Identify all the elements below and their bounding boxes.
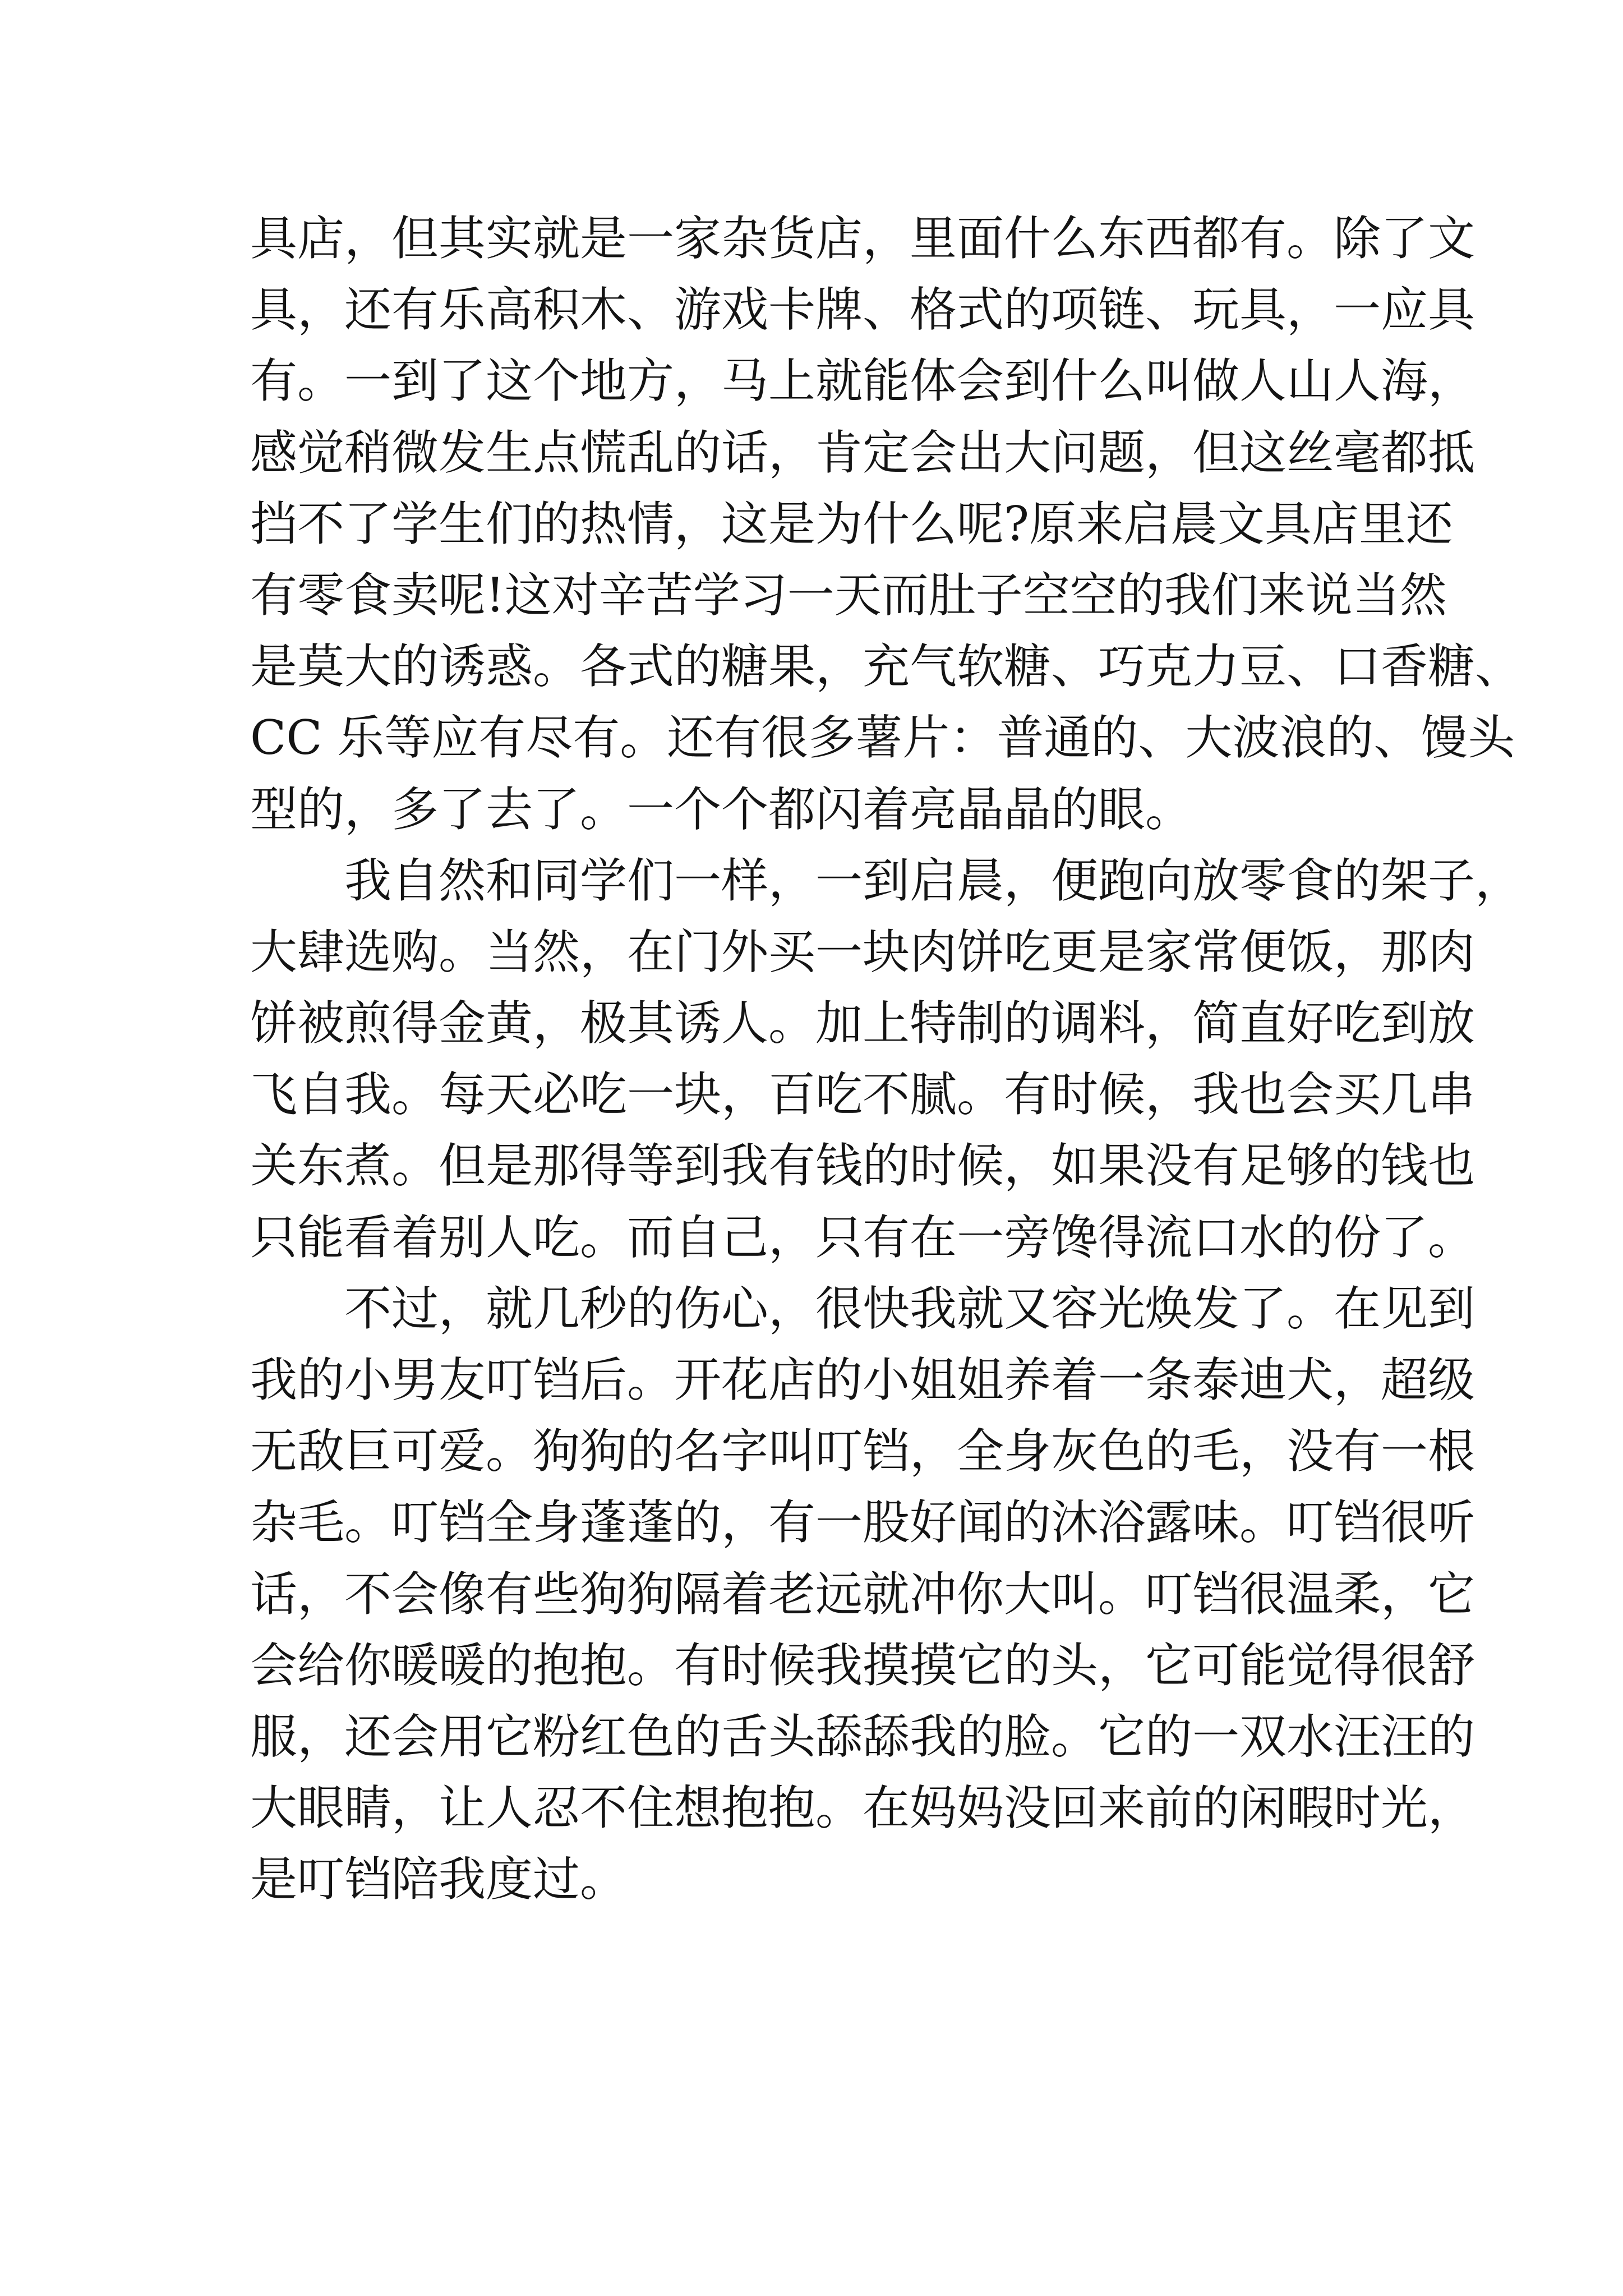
text-line: 飞自我。每天必吃一块，百吃不腻。有时候，我也会买几串 (250, 1067, 1476, 1122)
text-line: 感觉稍微发生点慌乱的话，肯定会出大问题，但这丝毫都抵 (250, 425, 1476, 480)
text-line: CC 乐等应有尽有。还有很多薯片：普通的、大波浪的、馒头 (250, 710, 1515, 766)
text-line: 我自然和同学们一样，一到启晨，便跑向放零食的架子， (344, 853, 1523, 908)
text-line: 是叮铛陪我度过。 (250, 1852, 628, 1907)
text-line: 有。一到了这个地方，马上就能体会到什么叫做人山人海， (250, 353, 1476, 409)
text-line: 饼被煎得金黄，极其诱人。加上特制的调料，简直好吃到放 (250, 996, 1476, 1051)
text-line: 型的，多了去了。一个个都闪着亮晶晶的眼。 (250, 781, 1193, 837)
text-line: 大肆选购。当然，在门外买一块肉饼吃更是家常便饭，那肉 (250, 924, 1476, 979)
text-line: 服，还会用它粉红色的舌头舔舔我的脸。它的一双水汪汪的 (250, 1709, 1476, 1764)
paragraph-1 (250, 203, 1523, 845)
text-line: 不过，就几秒的伤心，很快我就又容光焕发了。在见到 (344, 1281, 1476, 1336)
text-line: 具店，但其实就是一家杂货店，里面什么东西都有。除了文 (250, 211, 1476, 266)
text-line: 无敌巨可爱。狗狗的名字叫叮铛，全身灰色的毛，没有一根 (250, 1424, 1476, 1479)
text-line: 杂毛。叮铛全身蓬蓬的，有一股好闻的沐浴露味。叮铛很听 (250, 1495, 1476, 1550)
text-line: 是莫大的诱惑。各式的糖果，充气软糖、巧克力豆、口香糖、 (250, 639, 1523, 694)
text-line: 会给你暖暖的抱抱。有时候我摸摸它的头，它可能觉得很舒 (250, 1637, 1476, 1693)
text-line: 只能看着别人吃。而自己，只有在一旁馋得流口水的份了。 (250, 1209, 1476, 1265)
text-line: 具，还有乐高积木、游戏卡牌、格式的项链、玩具，一应具 (250, 282, 1476, 338)
document-body (250, 203, 1523, 1916)
text-line: 大眼睛，让人忍不住想抱抱。在妈妈没回来前的闲暇时光， (250, 1780, 1476, 1836)
paragraph-3 (250, 1273, 1476, 1916)
text-line: 挡不了学生们的热情，这是为什么呢?原来启晨文具店里还 (250, 496, 1454, 551)
text-line: 话，不会像有些狗狗隔着老远就冲你大叫。叮铛很温柔，它 (250, 1566, 1476, 1622)
text-line: 我的小男友叮铛后。开花店的小姐姐养着一条泰迪犬，超级 (250, 1352, 1476, 1407)
paragraph-2 (250, 845, 1523, 1273)
text-line: 关东煮。但是那得等到我有钱的时候，如果没有足够的钱也 (250, 1138, 1476, 1194)
text-line: 有零食卖呢!这对辛苦学习一天而肚子空空的我们来说当然 (250, 567, 1447, 623)
